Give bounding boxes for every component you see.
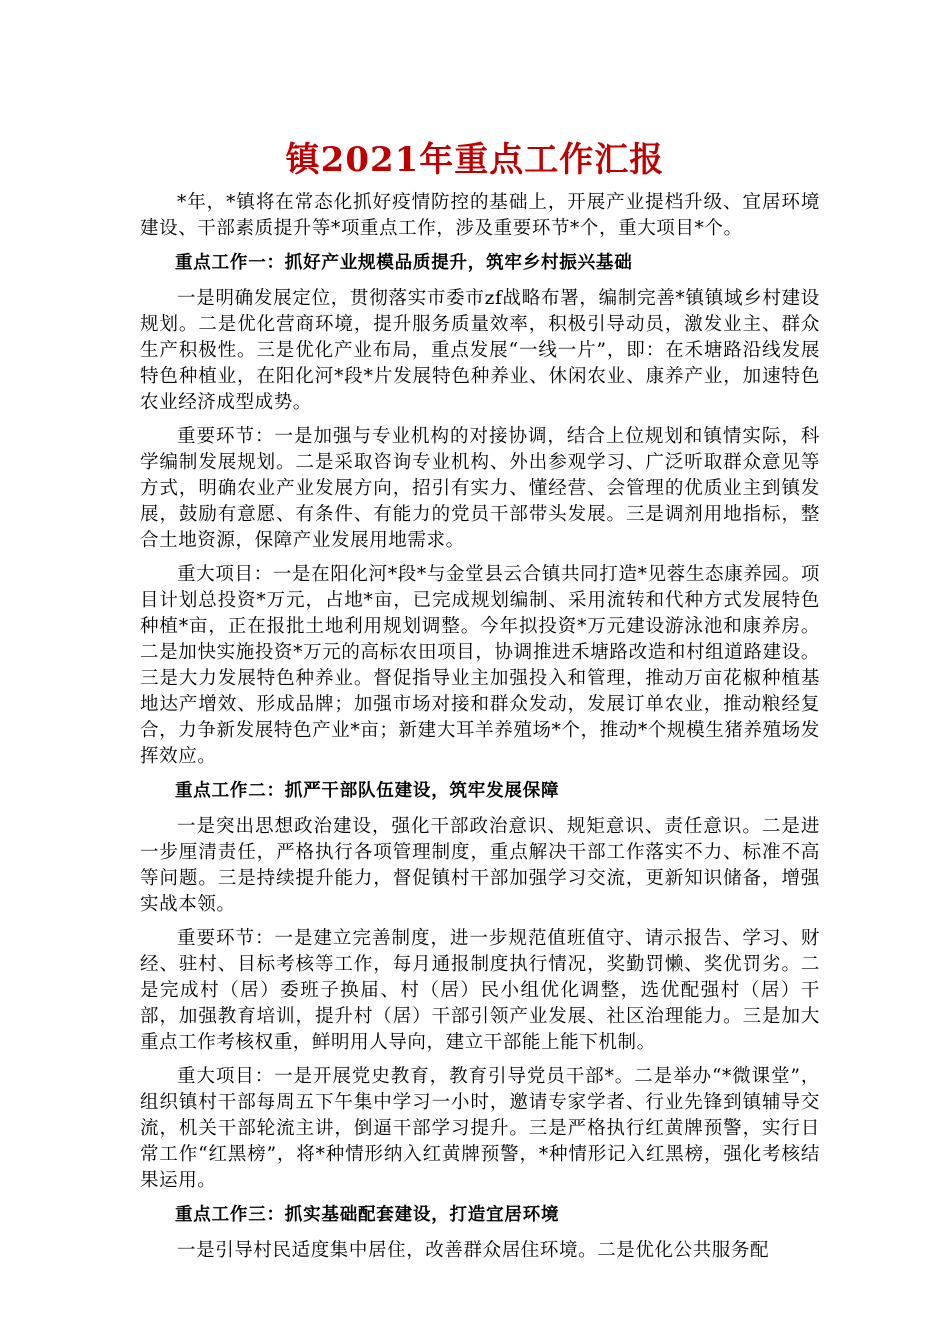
section1-paragraph-1: 一是明确发展定位，贯彻落实市委市zf战略布署，编制完善*镇镇域乡村建设规划。二是优化营商环境，提升服务质量效率，积极引导动员，激发业主、群众生产积极性。三是优化产业布局，重点发展“一线一片”，即：在禾塘路沿线发展特色种植业，在阳化河*段*片发展特色种养业、休闲农业、康养产业，加速特色农业经济成型成势。 xyxy=(140,288,820,413)
section1-heading: 重点工作一：抓好产业规模品质提升，筑牢乡村振兴基础 xyxy=(175,253,633,273)
section2-heading: 重点工作二：抓严干部队伍建设，筑牢发展保障 xyxy=(175,781,560,801)
intro-paragraph: *年，*镇将在常态化抓好疫情防控的基础上，开展产业提档升级、宜居环境建设、干部素质提升等*项重点工作，涉及重要环节*个，重大项目*个。 xyxy=(140,192,820,239)
section2-paragraph-3: 重大项目：一是开展党史教育，教育引导党员干部*。二是举办“*微课堂”，组织镇村干部每周五下午集中学习一小时，邀请专家学者、行业先锋到镇辅导交流，机关干部轮流主讲，倒逼干部学习提升。三是严格执行红黄牌预警，实行日常工作“红黑榜”，将*种情形纳入红黄牌预警，*种情形记入红黑榜，强化考核结果运用。 xyxy=(140,1066,820,1191)
section1-paragraph-2: 重要环节：一是加强与专业机构的对接协调，结合上位规划和镇情实际，科学编制发展规划。二是采取咨询专业机构、外出参观学习、广泛听取群众意见等方式，明确农业产业发展方向，招引有实力、懂经营、会管理的优质业主到镇发展，鼓励有意愿、有条件、有能力的党员干部带头发展。三是调剂用地指标，整合土地资源，保障产业发展用地需求。 xyxy=(140,426,820,551)
section3-paragraph-1: 一是引导村民适度集中居住，改善群众居住环境。二是优化公共服务配 xyxy=(177,1240,770,1261)
section2-paragraph-2: 重要环节：一是建立完善制度，进一步规范值班值守、请示报告、学习、财经、驻村、目标考核等工作，每月通报制度执行情况，奖勤罚懒、奖优罚劣。二是完成村（居）委班子换届、村（居）民小组优化调整，选优配强村（居）干部，加强教育培训，提升村（居）干部引领产业发展、社区治理能力。三是加大重点工作考核权重，鲜明用人导向，建立干部能上能下机制。 xyxy=(140,928,820,1053)
document-title: 镇2021年重点工作汇报 xyxy=(285,140,665,180)
section2-paragraph-1: 一是突出思想政治建设，强化干部政治意识、规矩意识、责任意识。二是进一步厘清责任，严格执行各项管理制度，重点解决干部工作落实不力、标准不高等问题。三是持续提升能力，督促镇村干部加强学习交流，更新知识储备，增强实战本领。 xyxy=(140,816,820,915)
document-body xyxy=(140,190,820,1272)
section1-paragraph-3: 重大项目：一是在阳化河*段*与金堂县云合镇共同打造*见蓉生态康养园。项目计划总投资*万元，占地*亩，已完成规划编制、采用流转和代种方式发展特色种植*亩，正在报批土地利用规划调整。今年拟投资*万元建设游泳池和康养房。二是加快实施投资*万元的高标农田项目，协调推进禾塘路改造和村组道路建设。三是大力发展特色种养业。督促指导业主加强投入和管理，推动万亩花椒种植基地达产增效、形成品牌；加强市场对接和群众发动，发展订单农业，推动粮经复合，力争新发展特色产业*亩；新建大耳羊养殖场*个，推动*个规模生猪养殖场发挥效应。 xyxy=(140,564,820,767)
section3-heading: 重点工作三：抓实基础配套建设，打造宜居环境 xyxy=(175,1205,560,1225)
